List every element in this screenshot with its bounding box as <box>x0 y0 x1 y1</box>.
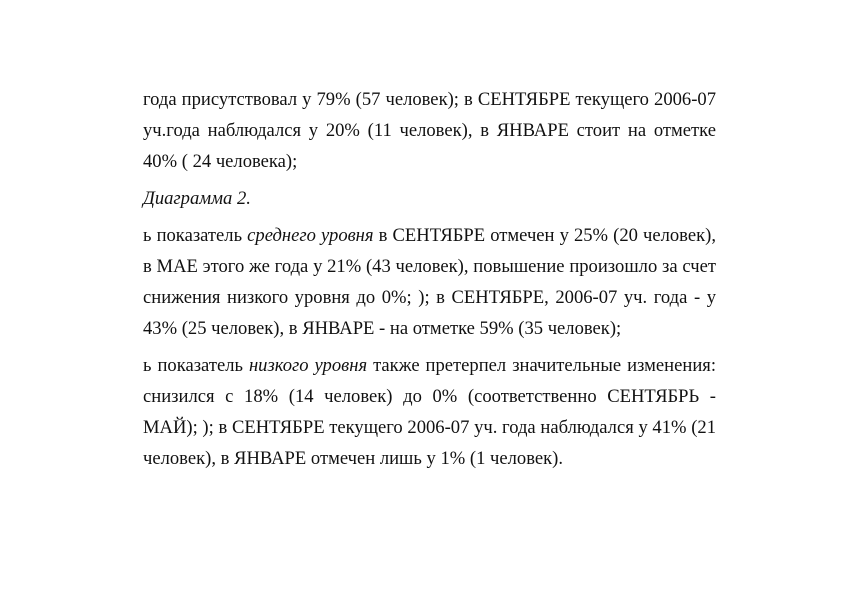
paragraph-medium-prefix: ь показатель <box>143 225 248 246</box>
paragraph-medium-body: в СЕНТЯБРЕ отмечен у 25% (20 человек), в МАЕ этого же года у 21% (43 человек), повышение произошло за счет снижения низкого уровня до 0%; ); в СЕНТЯБРЕ, 2006-07 уч. года - у 43% (25 человек), в ЯНВАРЕ - на отметке 59% (35 человек); <box>143 225 716 339</box>
paragraph-low-prefix: ь показатель <box>143 355 249 376</box>
paragraph-medium-level <box>143 220 716 344</box>
diagram-caption <box>143 183 716 214</box>
low-level-term: низкого уровня <box>248 355 368 376</box>
diagram-caption-text: Диаграмма 2. <box>143 188 251 209</box>
medium-level-term: среднего уровня <box>247 225 374 246</box>
paragraph-low-body: также претерпел значительные изменения: снизился с 18% (14 человек) до 0% (соответственно СЕНТЯБРЬ - МАЙ); ); в СЕНТЯБРЕ текущего 2006-07 уч. года наблюдался у 41% (21 человек), в ЯНВАРЕ отмечен лишь у 1% (1 человек). <box>143 355 716 469</box>
paragraph-1: года присутствовал у 79% (57 человек); в СЕНТЯБРЕ текущего 2006-07 уч.года наблюдался у 20% (11 человек), в ЯНВАРЕ стоит на отметке 40% ( 24 человека); <box>143 89 716 172</box>
paragraph-low-level <box>143 350 716 474</box>
document-page <box>143 84 716 480</box>
